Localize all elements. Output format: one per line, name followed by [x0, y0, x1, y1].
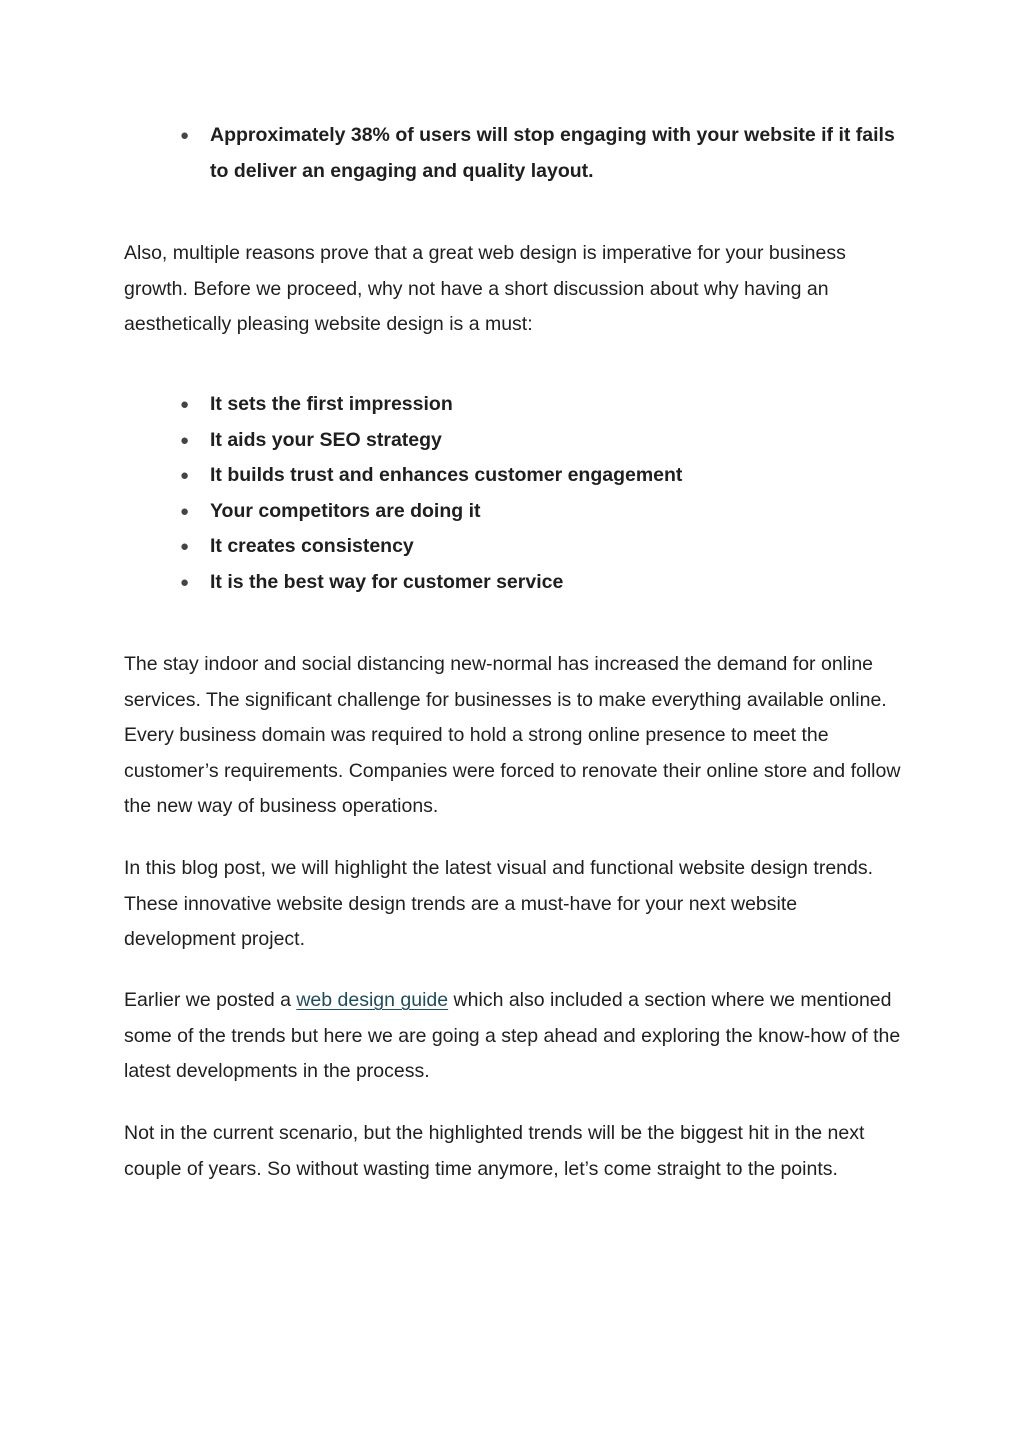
- list-item: [180, 458, 900, 494]
- bullet-icon: ●: [180, 396, 190, 413]
- bullet-text: It creates consistency: [210, 535, 414, 557]
- bullet-text: It is the best way for customer service: [210, 570, 564, 593]
- blog-intro-paragraph: In this blog post, we will highlight the latest visual and functional website design trends. These innovative website design trends are a must-have for your next website development project.: [124, 857, 874, 950]
- intro-paragraph: Also, multiple reasons prove that a great web design is imperative for your business growth. Before we proceed, why not have a short discussion about why having an aesthetically pleasing website design is a must:: [124, 242, 846, 335]
- reasons-bullet-list: [180, 387, 900, 600]
- closing-paragraph: Not in the current scenario, but the highlighted trends will be the biggest hit in the next couple of years. So without wasting time anymore, let’s come straight to the points.: [124, 1122, 865, 1180]
- paragraph-text: which also included a section where we mentioned some of the trends but here we are going a step ahead and exploring the know-how of the latest developments in the process.: [124, 989, 901, 1082]
- guide-reference-paragraph: [124, 983, 904, 1090]
- list-item: [180, 423, 900, 459]
- bullet-text: It aids your SEO strategy: [210, 428, 442, 451]
- bullet-text: Your competitors are doing it: [210, 499, 481, 522]
- web-design-guide-link[interactable]: web design guide: [296, 989, 449, 1011]
- list-item: [180, 118, 900, 189]
- bullet-icon: ●: [180, 502, 190, 520]
- list-item: [180, 565, 900, 601]
- bullet-text: It sets the first impression: [210, 393, 453, 415]
- bullet-icon: ●: [180, 467, 190, 484]
- bullet-text: It builds trust and enhances customer engagement: [210, 464, 683, 486]
- paragraph-text: Earlier we posted a: [124, 989, 297, 1011]
- bullet-icon: ●: [180, 127, 190, 144]
- list-item: [180, 387, 900, 423]
- bullet-icon: ●: [180, 431, 190, 449]
- bullet-icon: ●: [180, 538, 190, 555]
- list-item: [180, 529, 900, 565]
- stats-bullet-list: [180, 118, 900, 189]
- bullet-text: Approximately 38% of users will stop engaging with your website if it fails to deliver an engaging and quality layout.: [210, 124, 895, 182]
- bullet-icon: ●: [180, 573, 190, 591]
- pandemic-paragraph: The stay indoor and social distancing new-normal has increased the demand for online services. The significant challenge for businesses is to make everything available online. Every business domain was required to hold a strong online presence to meet the customer’s requirements. Companies were forced to renovate their online store and follow the new way of business operations.: [124, 653, 901, 817]
- list-item: [180, 494, 900, 530]
